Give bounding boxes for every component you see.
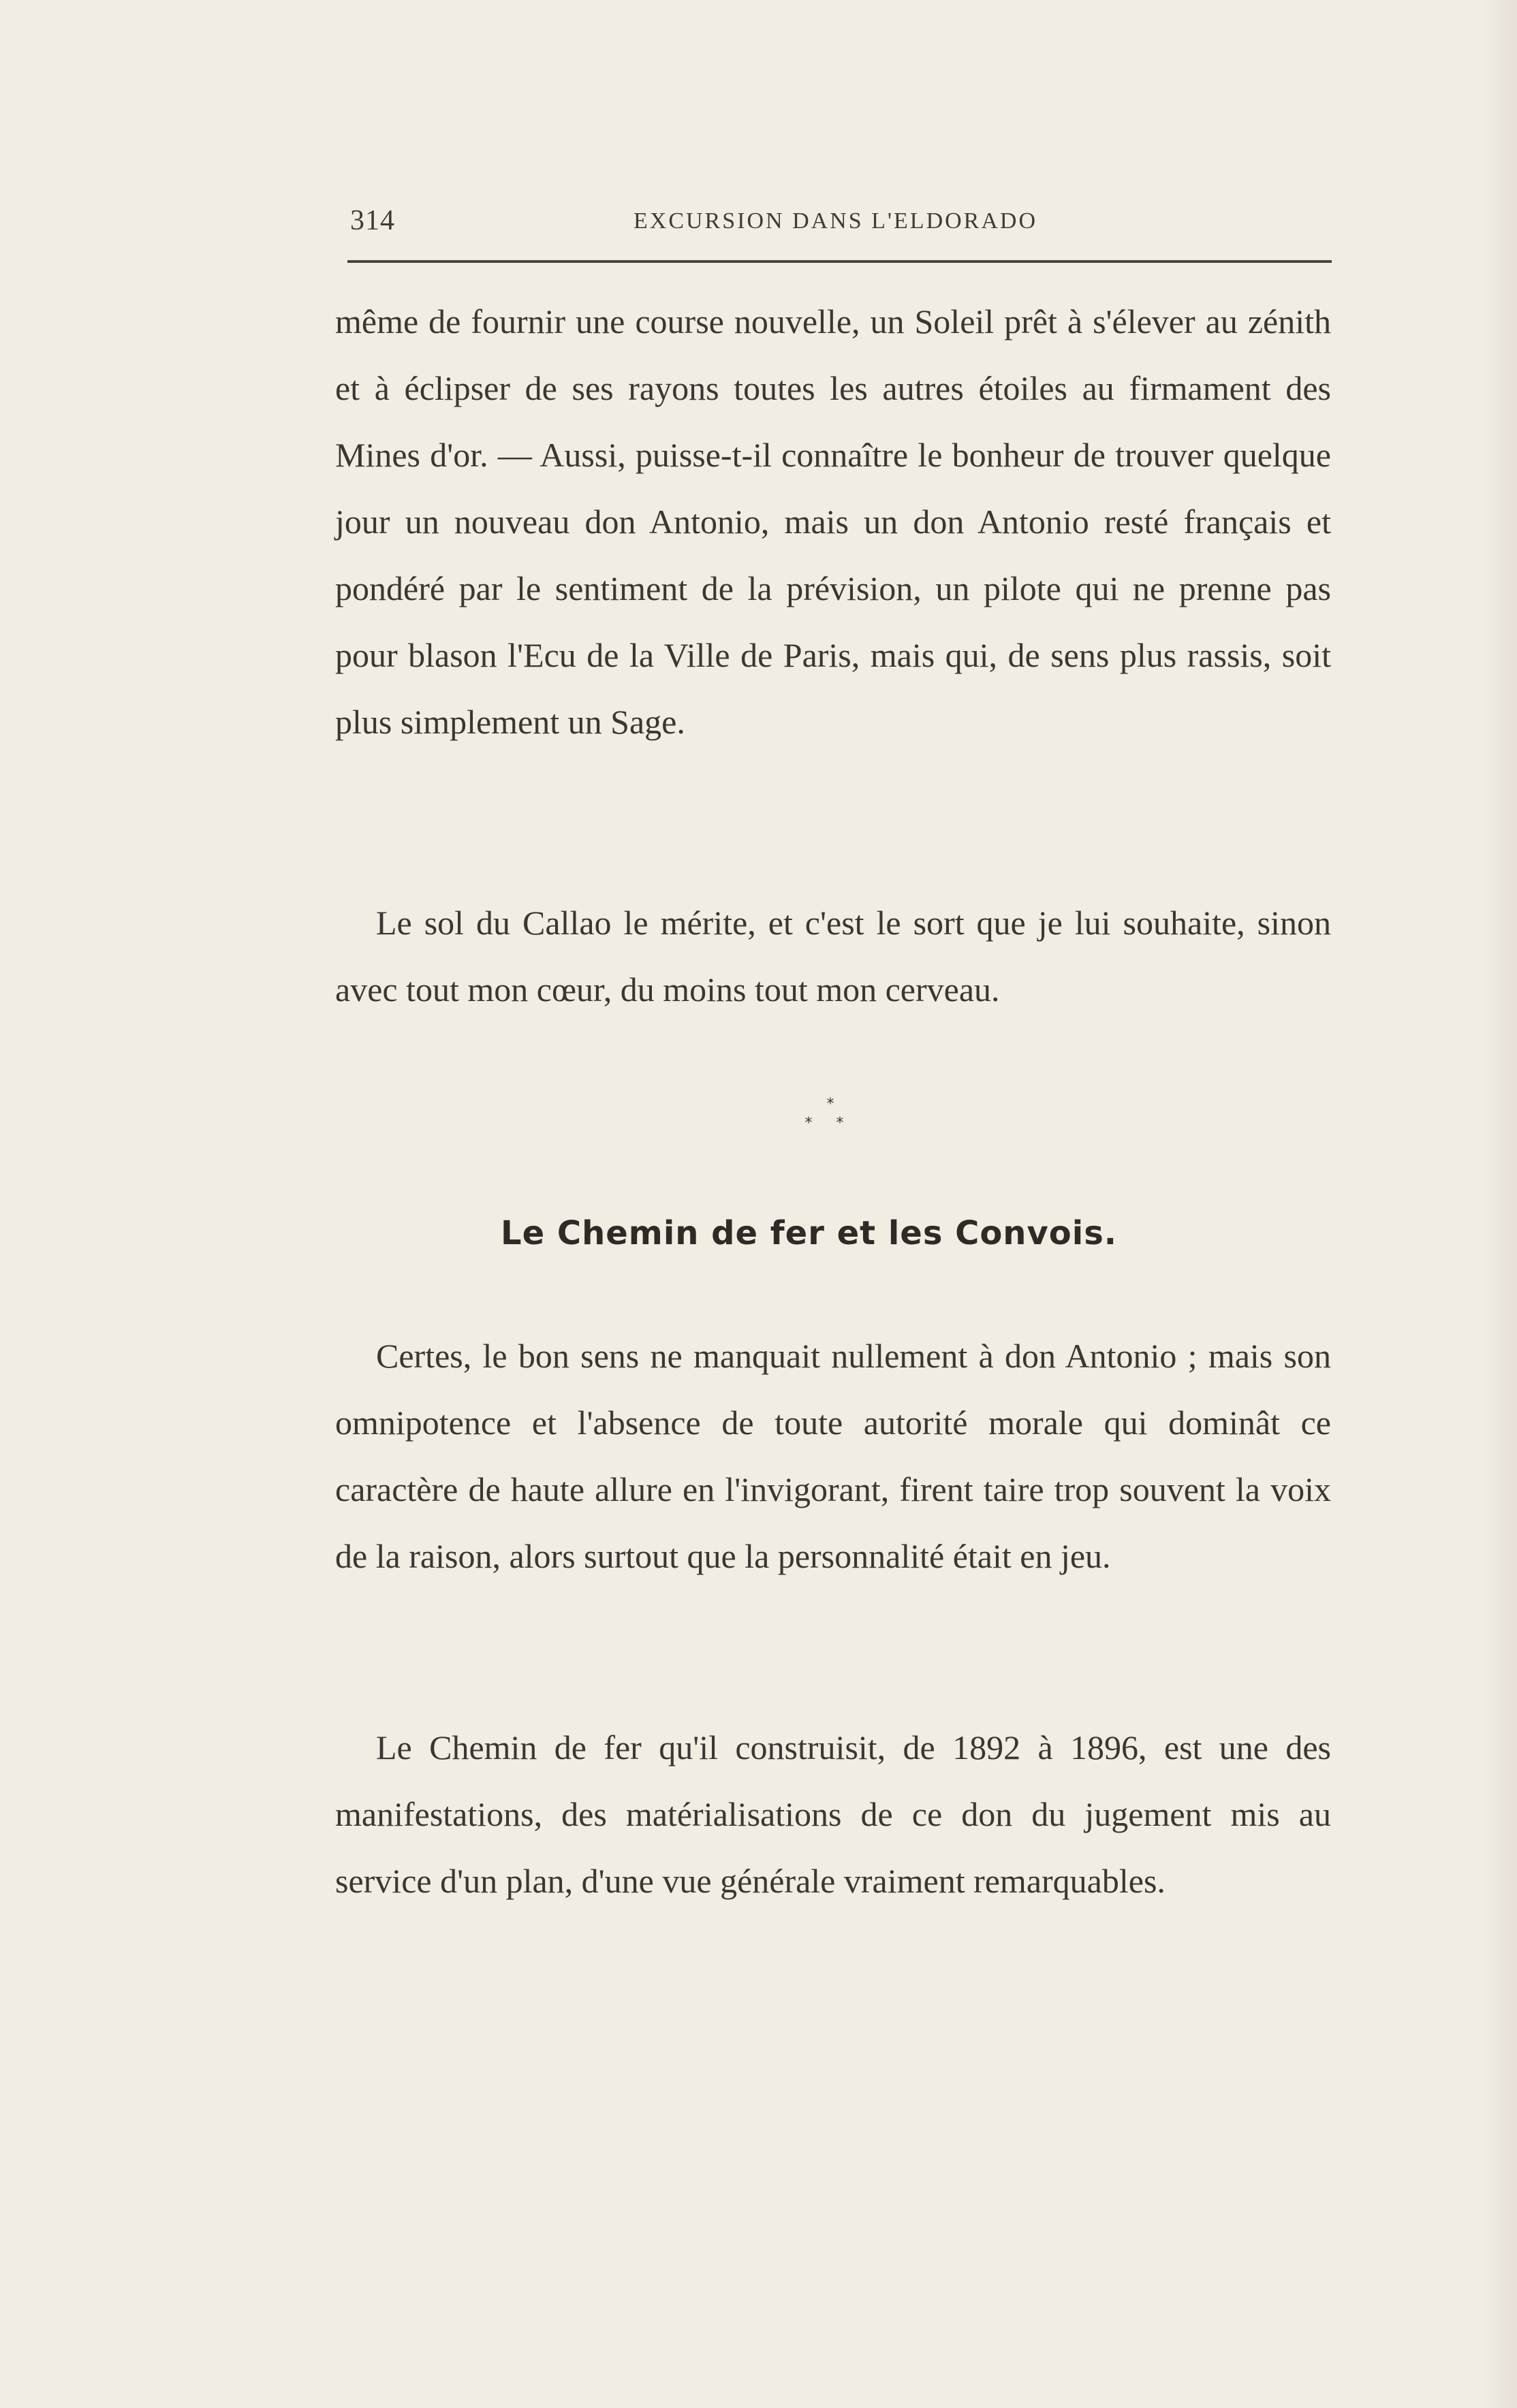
asterism-divider (790, 1095, 858, 1133)
running-title: EXCURSION DANS L'ELDORADO (634, 208, 1038, 234)
paragraph-chemin-de-fer: Le Chemin de fer qu'il construisit, de 1892 à 1896, est une des manifestations, des matérialisations de ce don du jugement mis au service d'un plan, d'une vue générale vraiment remarquables. (335, 1728, 1331, 1900)
asterism-top-star: * (826, 1096, 834, 1113)
paragraph-certes: Certes, le bon sens ne manquait nullement à don Antonio ; mais son omnipotence et l'absence de toute autorité morale qui dominât ce caractère de haute allure en l'invigorant, firent taire trop souvent la voix de la raison, alors surtout que la personnalité était en jeu. (335, 1337, 1331, 1575)
paragraph-continuation: même de fournir une course nouvelle, un Soleil prêt à s'élever au zénith et à éclipser de ses rayons toutes les autres étoiles au firmament des Mines d'or. — Aussi, puisse-t-il connaître le bonheur de trouver quelque jour un nouveau don Antonio, mais un don Antonio resté français et pondéré par le sentiment de la prévision, un pilote qui ne prenne pas pour blason l'Ecu de la Ville de Paris, mais qui, de sens plus rassis, soit plus simplement un Sage. (335, 302, 1331, 741)
section-title: Le Chemin de fer et les Convois. (501, 1214, 1117, 1252)
page-header (347, 197, 1332, 245)
header-rule (347, 260, 1332, 263)
paragraph-callao: Le sol du Callao le mérite, et c'est le sort que je lui souhaite, sinon avec tout mon cœur, du moins tout mon cerveau. (335, 904, 1331, 1009)
asterism-bottom-stars: * * (804, 1115, 854, 1132)
page-edge-shadow (1483, 0, 1517, 2408)
page-number: 314 (350, 205, 395, 236)
